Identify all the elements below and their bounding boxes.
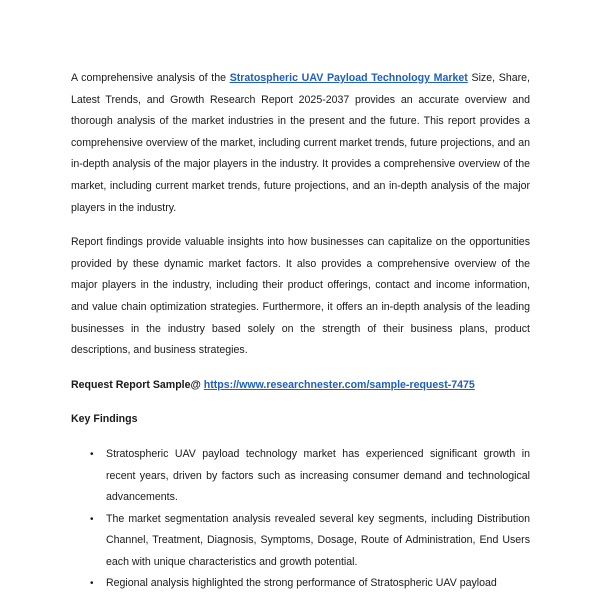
market-report-link[interactable]: Stratospheric UAV Payload Technology Market bbox=[229, 72, 468, 84]
bullet-icon: • bbox=[90, 513, 94, 525]
request-sample-line bbox=[71, 375, 530, 397]
key-findings-list bbox=[71, 444, 530, 595]
list-item-text: The market segmentation analysis revealed several key segments, including Distribution Channel, Treatment, Diagnosis, Symptoms, Dosage, Route of Administration, End Users each with unique characteristics and growth potential. bbox=[106, 512, 530, 568]
intro-prefix: A comprehensive analysis of the bbox=[71, 72, 230, 84]
document-page bbox=[71, 68, 530, 595]
list-item-text: Stratospheric UAV payload technology market has experienced significant growth in recent years, driven by factors such as increasing consumer demand and technological advancements. bbox=[106, 447, 530, 504]
bullet-icon: • bbox=[90, 578, 94, 590]
intro-paragraph bbox=[71, 68, 530, 219]
key-findings-heading: Key Findings bbox=[71, 413, 138, 426]
intro-suffix: Size, Share, Latest Trends, and Growth Research Report 2025-2037 provides an accurate overview and thorough analysis of the market industries in the present and the future. This report provides a comprehensive overview of the market, including current market trends, future projections, and an in-depth analysis of the major players in the industry. It provides a comprehensive overview of the market, including current market trends, future projections, and an in-depth analysis of the major players in the industry. bbox=[71, 72, 530, 214]
list-item-text: Regional analysis highlighted the strong performance of Stratospheric UAV payload bbox=[106, 577, 497, 590]
sample-request-link[interactable]: https://www.researchnester.com/sample-request-7475 bbox=[203, 378, 475, 391]
list-item bbox=[71, 509, 530, 574]
findings-paragraph: Report findings provide valuable insights into how businesses can capitalize on the opportunities provided by these dynamic market factors. It also provides a comprehensive overview of the major players in the industry, including their product offerings, contact and income information, and value chain optimization strategies. Furthermore, it offers an in-depth analysis of the leading businesses in the industry based solely on the strength of their business plans, product descriptions, and business strategies. bbox=[71, 236, 530, 357]
request-sample-label: Request Report Sample@ bbox=[71, 378, 204, 391]
list-item bbox=[71, 444, 530, 509]
bullet-icon: • bbox=[90, 448, 94, 460]
list-item bbox=[71, 573, 530, 595]
